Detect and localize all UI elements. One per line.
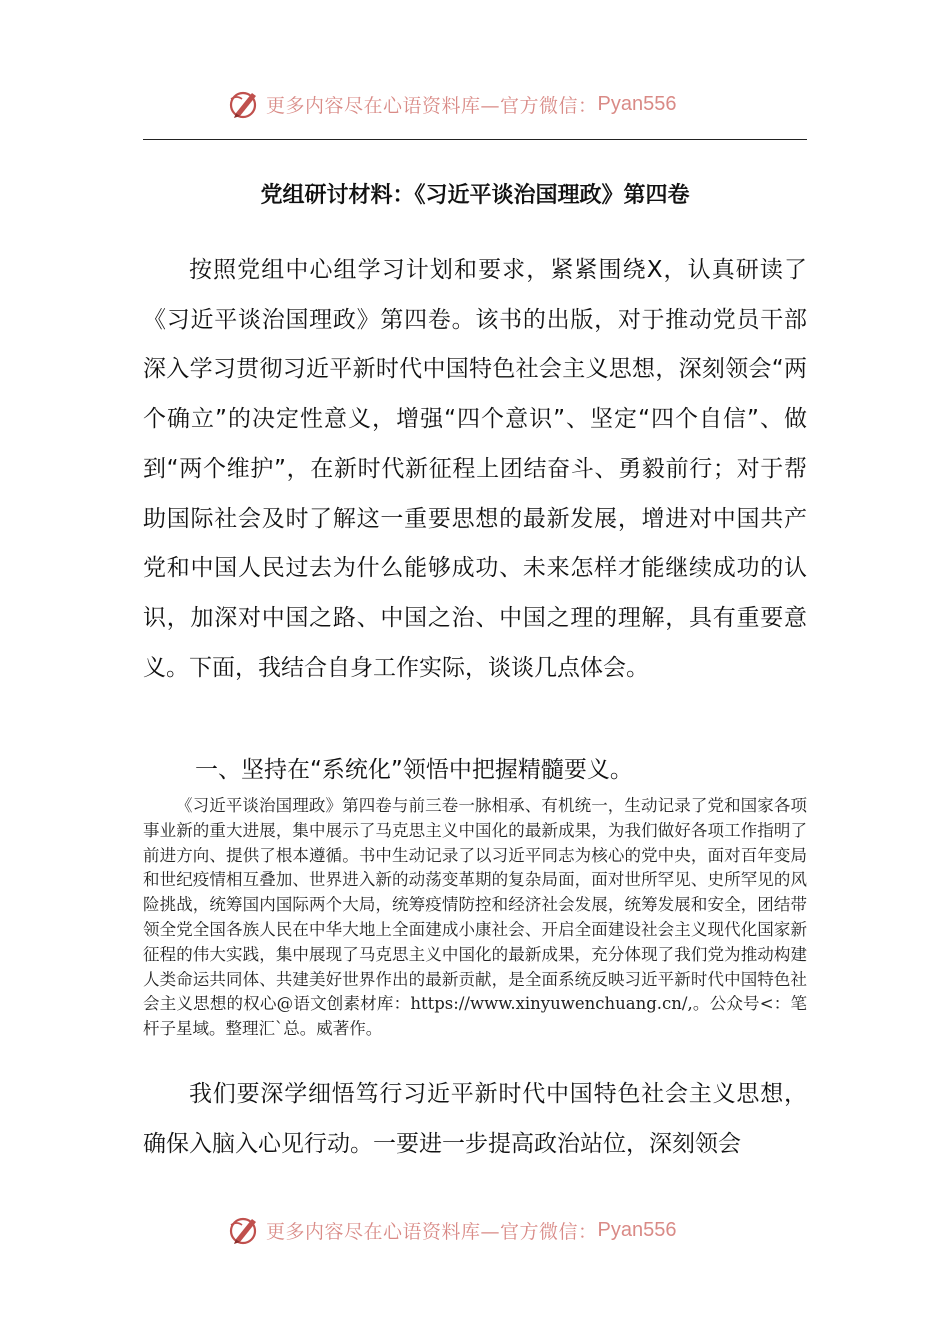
header-divider bbox=[143, 139, 807, 140]
header-watermark bbox=[228, 86, 748, 122]
pen-logo-icon bbox=[228, 1213, 262, 1247]
document-title: 党组研讨材料：《习近平谈治国理政》第四卷 bbox=[260, 183, 690, 208]
body-paragraph-1: 按照党组中心组学习计划和要求，紧紧围绕X，认真研读了《习近平谈治国理政》第四卷。该书的出版，对于推动党员干部深入学习贯彻习近平新时代中国特色社会主义思想，深刻领会“两个确立”的决定性意义，增强“四个意识”、坚定“四个自信”、做到“两个维护”，在新时代新征程上团结奋斗、勇毅前行；对于帮助国际社会及时了解这一重要思想的最新发展，增进对中国共产党和中国人民过去为什么能够成功、未来怎样才能继续成功的认识，加深对中国之路、中国之治、中国之理的理解，具有重要意义。下面，我结合自身工作实际，谈谈几点体会。 bbox=[143, 257, 807, 681]
section-heading-1: 一、坚持在“系统化”领悟中把握精髓要义。 bbox=[195, 757, 633, 783]
watermark-wechat-id: Pyan556 bbox=[597, 92, 677, 115]
body-paragraph-3: 我们要深学细悟笃行习近平新时代中国特色社会主义思想，确保入脑入心见行动。一要进一步提高政治站位，深刻领会 bbox=[143, 1081, 807, 1157]
pen-logo-icon bbox=[228, 87, 262, 121]
watermark-text: 更多内容尽在心语资料库—官方微信： bbox=[266, 1220, 598, 1243]
body-paragraph-2: 《习近平谈治国理政》第四卷与前三卷一脉相承、有机统一，生动记录了党和国家各项事业新的重大进展，集中展示了马克思主义中国化的最新成果，为我们做好各项工作指明了前进方向、提供了根本遵循。书中生动记录了以习近平同志为核心的党中央，面对百年变局和世纪疫情相互叠加、世界进入新的动荡变革期的复杂局面，面对世所罕见、史所罕见的风险挑战，统筹国内国际两个大局，统筹疫情防控和经济社会发展，统筹发展和安全，团结带领全党全国各族人民在中华大地上全面建成小康社会、开启全面建设社会主义现代化国家新征程的伟大实践，集中展现了马克思主义中国化的最新成果，充分体现了我们党为推动构建人类命运共同体、共建美好世界作出的最新贡献，是全面系统反映习近平新时代中国特色社会主义思想的权心@语文创素材库：https://www.xinyuwenchuang.cn/,。公众号<：笔杆子星域。整理汇`总。威著作。 bbox=[143, 796, 807, 1039]
footer-watermark bbox=[228, 1212, 748, 1248]
watermark-wechat-id: Pyan556 bbox=[597, 1218, 677, 1241]
watermark-text: 更多内容尽在心语资料库—官方微信： bbox=[266, 94, 598, 117]
